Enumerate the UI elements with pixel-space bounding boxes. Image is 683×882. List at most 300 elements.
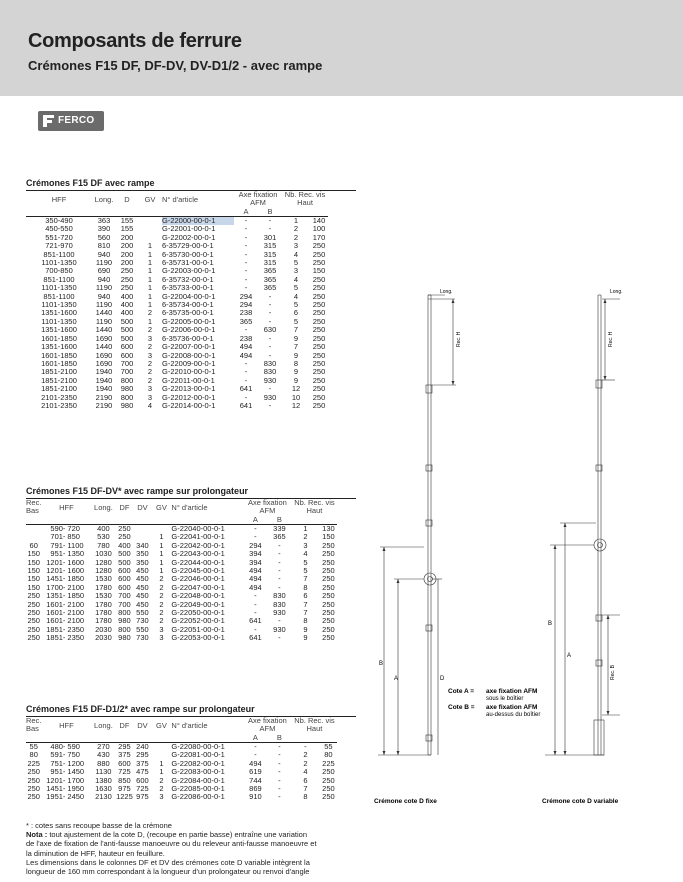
t1-row — [26, 225, 328, 233]
t2-cell: 3 — [159, 634, 164, 643]
t2-cell: 1 — [159, 558, 164, 567]
t2-cell: 450 — [136, 592, 149, 601]
t1-cell: 930 — [263, 376, 277, 385]
t1-cell: 1440 — [95, 326, 113, 335]
t2-cell: 6 — [303, 592, 308, 601]
t1-cell: 810 — [97, 242, 111, 251]
t1-cell: 1940 — [95, 385, 113, 394]
t1-cell: 980 — [120, 401, 134, 410]
t2-h-nb: Nb. Rec. vis Haut — [294, 499, 335, 515]
t1-cell: 3 — [147, 334, 153, 343]
t1-cell: 4 — [147, 401, 153, 410]
t2-cell: 1100 — [67, 541, 84, 550]
ferco-logo-icon — [42, 114, 55, 128]
label-a-right: A — [567, 653, 572, 659]
t2-cell: 800 — [118, 609, 131, 618]
t1-cell: 851-1100 — [43, 275, 75, 284]
t2-cell — [26, 525, 41, 534]
t3-row — [26, 793, 337, 801]
t2-cell: 450 — [136, 583, 149, 592]
t1-cell: 3 — [147, 393, 153, 402]
t1-cell: 1690 — [95, 359, 113, 368]
t1-cell: 700 — [120, 368, 134, 377]
t1-cell: 250 — [312, 376, 326, 385]
t1-cell: 2101-2350 — [41, 401, 77, 410]
t1-h-axe: Axe fixation AFM — [238, 191, 278, 207]
t3-cell: 250 — [322, 785, 335, 794]
t2-cell: 550 — [136, 625, 149, 634]
t3-cell: 1 — [159, 768, 164, 777]
t2-cell — [133, 533, 151, 541]
t2-cell: 530 — [97, 533, 110, 542]
t2-cell: 600 — [118, 567, 131, 576]
t1-cell: 1 — [147, 267, 153, 276]
t2-cell: 250 — [27, 634, 40, 643]
t1-cell: - — [244, 216, 248, 225]
t2-row — [26, 550, 337, 558]
t3-cell: 250 — [322, 793, 335, 802]
t1-cell: 1 — [147, 275, 153, 284]
label-long-right: Long. — [610, 289, 623, 295]
label-long-left: Long. — [440, 289, 453, 295]
t1-cell: 1851-2100 — [41, 376, 77, 385]
t1-cell: - — [268, 343, 272, 352]
t3-cell: G-22084-00-0-1 — [171, 776, 225, 785]
t1-cell: - — [268, 292, 272, 301]
t1-cell: 500 — [120, 317, 134, 326]
t2-cell: - — [278, 617, 281, 626]
t1-cell: G-22012-00-0-1 — [162, 393, 216, 402]
t1-cell: - — [244, 225, 248, 234]
t2-cell: 1 — [159, 533, 164, 542]
t2-cell: 730 — [136, 634, 149, 643]
t1-h-b: B — [258, 207, 282, 217]
t3-cell: - — [278, 759, 281, 768]
t2-cell: 1601- — [46, 600, 66, 609]
t1-cell: 800 — [120, 393, 134, 402]
note-line4: la diminution de HFF, hauteur en feuillure. — [26, 848, 165, 858]
t2-cell: 250 — [322, 625, 335, 634]
t3-cell: 2 — [159, 776, 164, 785]
t3-cell: 55 — [324, 742, 333, 751]
t2-row — [26, 592, 337, 600]
t1-cell: 4 — [293, 292, 299, 301]
t1-cell: - — [244, 267, 248, 276]
t2-h-axe: Axe fixation AFM — [248, 499, 287, 515]
t1-row — [26, 377, 328, 385]
t1-h-gv: GV — [144, 194, 156, 204]
t1-cell: 365 — [239, 317, 253, 326]
t3-cell: 975 — [118, 785, 131, 794]
t1-row — [26, 276, 328, 284]
t1-cell: 200 — [120, 242, 134, 251]
t1-cell: 250 — [312, 317, 326, 326]
t2-cell: 1780 — [95, 617, 112, 626]
t3-cell: 590 — [67, 742, 80, 751]
t1-cell: 294 — [239, 301, 253, 310]
t2-cell: 1280 — [95, 558, 112, 567]
t3-cell: 475 — [136, 768, 149, 777]
page-title: Composants de ferrure — [28, 30, 242, 52]
t1-cell: 1 — [293, 216, 299, 225]
t1-row — [26, 293, 328, 301]
t2-cell: 339 — [273, 524, 286, 533]
t1-cell: 851-1100 — [43, 250, 75, 259]
t3-cell: 270 — [97, 742, 110, 751]
t1-cell: 250 — [120, 284, 134, 293]
t3-cell: 80 — [29, 751, 38, 760]
t2-h-a: A — [243, 515, 267, 525]
t3-cell: 1225 — [116, 793, 133, 802]
t3-cell: 225 — [27, 759, 40, 768]
t1-row — [26, 251, 328, 259]
t1-cell: 200 — [120, 233, 134, 242]
t2-cell: - — [278, 634, 281, 643]
t1-cell: G-22003-00-0-1 — [162, 267, 216, 276]
t3-cell: 975 — [136, 793, 149, 802]
t3-cell: 591- — [50, 751, 66, 760]
t1-cell: 1 — [147, 259, 153, 268]
t3-cell — [151, 751, 171, 759]
t1-cell: 1190 — [95, 317, 113, 326]
t1-cell: 1190 — [95, 301, 113, 310]
t1-cell: 6-35730-00-0-1 — [162, 250, 214, 259]
t1-cell: 315 — [263, 259, 277, 268]
t1-cell: - — [268, 225, 272, 234]
t2-cell: 250 — [322, 592, 335, 601]
t2-cell: - — [254, 592, 257, 601]
t3-cell: 600 — [136, 776, 149, 785]
t2-h-rec: Rec. Bas — [26, 499, 42, 515]
t2-cell: 250 — [118, 533, 131, 542]
t2-cell: 1 — [159, 567, 164, 576]
t1-row — [26, 385, 328, 393]
t2-cell: 1600 — [67, 567, 85, 576]
t1-cell: 250 — [312, 393, 326, 402]
t2-cell: 980 — [118, 634, 131, 643]
t1-cell: G-22008-00-0-1 — [162, 351, 216, 360]
t1-h-d: D — [124, 194, 130, 204]
t1-cell: 551-720 — [45, 233, 73, 242]
t1-cell: 8 — [293, 359, 299, 368]
table1 — [26, 191, 328, 410]
t1-cell: - — [268, 385, 272, 394]
t2-cell: 150 — [27, 550, 40, 559]
cote-a-text1: axe fixation AFM — [486, 688, 538, 695]
t1-cell: 2190 — [95, 401, 113, 410]
t2-cell: 4 — [303, 550, 308, 559]
t1-cell: 600 — [120, 343, 134, 352]
t2-cell: 2 — [159, 617, 164, 626]
t1-cell: G-22011-00-0-1 — [162, 376, 215, 385]
t2-row — [26, 584, 337, 592]
t1-cell: - — [244, 233, 248, 242]
t1-row — [26, 394, 328, 402]
t2-cell: 2030 — [95, 634, 112, 643]
t2-cell: 60 — [29, 541, 38, 550]
ferco-logo — [38, 111, 104, 131]
t2-cell: - — [254, 609, 257, 618]
t2-cell: 250 — [27, 625, 40, 634]
t3-cell: 295 — [118, 742, 131, 751]
t2-cell: - — [254, 533, 257, 542]
t2-cell: 980 — [118, 617, 131, 626]
t2-cell: G-22042-00-0-1 — [171, 541, 225, 550]
t2-cell: 1600 — [67, 558, 85, 567]
t3-cell: 80 — [324, 751, 333, 760]
t1-row — [26, 335, 328, 343]
t1-cell: 250 — [312, 334, 326, 343]
t1-cell: 1 — [147, 284, 153, 293]
t2-cell: G-22051-00-0-1 — [171, 625, 225, 634]
t3-cell: - — [278, 793, 281, 802]
t1-cell: 1 — [147, 250, 153, 259]
note-line6: longueur de 160 mm correspondant à la longueur d'un prolongateur ou renvoi d'angle — [26, 867, 310, 877]
t3-cell: 750 — [67, 751, 80, 760]
t1-cell: G-22002-00-0-1 — [162, 233, 216, 242]
t1-row — [26, 301, 328, 309]
t3-cell: 1630 — [95, 785, 112, 794]
t2-cell: 951- — [50, 550, 66, 559]
t3-cell: - — [278, 776, 281, 785]
t1-cell: 6-35732-00-0-1 — [162, 275, 214, 284]
t2-cell: 2 — [159, 575, 164, 584]
t2-row — [26, 617, 337, 625]
t3-cell: 619 — [249, 768, 262, 777]
t3-h-long: Long. — [94, 720, 113, 730]
t1-cell: 1601-1850 — [41, 351, 77, 360]
t1-cell: G-22001-00-0-1 — [162, 225, 216, 234]
table3-section — [26, 704, 356, 802]
t3-cell: G-22081-00-0-1 — [171, 751, 225, 760]
t2-cell: 500 — [118, 550, 131, 559]
t3-h-df: DF — [119, 720, 130, 730]
t2-cell: 2 — [159, 583, 164, 592]
t2-cell: 494 — [249, 575, 262, 584]
t3-h-nb: Nb. Rec. vis Haut — [294, 717, 335, 733]
cote-b-text2: au-dessus du boîtier — [486, 712, 541, 718]
t3-h-gv: GV — [156, 720, 167, 730]
t3-cell: 869 — [249, 785, 262, 794]
t2-cell: 930 — [273, 625, 286, 634]
t2-h-b: B — [267, 515, 291, 525]
t2-cell: - — [254, 524, 257, 533]
t2-cell: - — [278, 558, 281, 567]
t1-cell: 6-35731-00-0-1 — [162, 259, 214, 268]
t2-cell: G-22048-00-0-1 — [171, 592, 225, 601]
t3-row — [26, 743, 337, 752]
t1-h-a: A — [234, 207, 258, 217]
t2-cell: 1350 — [67, 550, 85, 559]
t2-cell: G-22052-00-0-1 — [171, 617, 225, 626]
t1-cell: 1440 — [95, 343, 113, 352]
t2-cell: 250 — [27, 600, 40, 609]
t1-cell: 1101-1350 — [41, 284, 77, 293]
t2-cell: 8 — [303, 617, 308, 626]
t2-cell: 150 — [27, 575, 40, 584]
t3-cell: 250 — [322, 768, 335, 777]
t3-cell: 7 — [303, 785, 308, 794]
t2-row — [26, 601, 337, 609]
t3-cell: 250 — [27, 776, 40, 785]
t1-cell: G-22009-00-0-1 — [162, 359, 216, 368]
t3-cell: 295 — [136, 751, 149, 760]
t1-cell: 1940 — [95, 368, 113, 377]
t1-cell: 301 — [263, 233, 277, 242]
t1-row — [26, 284, 328, 292]
t1-cell: - — [244, 326, 248, 335]
t2-cell: 7 — [303, 600, 308, 609]
t1-cell: - — [268, 309, 272, 318]
t2-cell — [133, 525, 151, 534]
t3-cell: 375 — [136, 759, 149, 768]
t3-row — [26, 785, 337, 793]
t3-cell: - — [278, 742, 281, 751]
t3-cell: 2450 — [67, 793, 85, 802]
t2-cell: 250 — [118, 524, 131, 533]
t1-cell: 2 — [147, 359, 153, 368]
t1-cell: - — [244, 359, 248, 368]
t1-row — [26, 352, 328, 360]
cremone-drawing — [370, 285, 670, 815]
t1-cell: 940 — [97, 275, 111, 284]
t3-cell: 880 — [97, 759, 110, 768]
t3-cell: 3 — [159, 793, 164, 802]
t1-row — [26, 217, 328, 226]
t2-cell: 930 — [273, 609, 286, 618]
t3-cell: G-22082-00-0-1 — [171, 759, 225, 768]
t2-row — [26, 609, 337, 617]
t1-cell: 400 — [120, 301, 134, 310]
t2-cell: 150 — [322, 533, 335, 542]
t3-cell: 4 — [303, 768, 308, 777]
t1-cell: - — [268, 334, 272, 343]
t3-cell: G-22085-00-0-1 — [171, 785, 225, 794]
t1-cell: 250 — [312, 292, 326, 301]
t1-cell: 200 — [120, 259, 134, 268]
t2-cell: 250 — [27, 617, 40, 626]
note-line5: Les dimensions dans le colonnes DF et DV des crémones cote D variable intègrent la — [26, 857, 310, 867]
t2-cell: 9 — [303, 634, 308, 643]
t2-cell: 1601- — [46, 617, 66, 626]
caption-left: Crémone cote D fixe — [374, 798, 437, 805]
t1-cell: 390 — [97, 225, 111, 234]
t1-cell: - — [244, 393, 248, 402]
t3-cell: 1950 — [67, 785, 85, 794]
t1-cell: 1190 — [95, 259, 113, 268]
t1-cell: 3 — [147, 385, 153, 394]
t3-cell — [151, 743, 171, 752]
t1-cell: 363 — [97, 216, 111, 225]
t3-cell: 225 — [322, 759, 335, 768]
t1-cell: 3 — [293, 267, 299, 276]
t2-cell: 340 — [136, 541, 149, 550]
t1-cell: G-22014-00-0-1 — [162, 401, 216, 410]
note-line1: * : cotes sans recoupe basse de la crémone — [26, 821, 172, 830]
t2-cell: G-22041-00-0-1 — [171, 533, 225, 542]
t3-cell: 1450 — [67, 768, 85, 777]
t1-cell: 6-35729-00-0-1 — [162, 242, 214, 251]
t3-cell: 494 — [249, 759, 262, 768]
nota-label: Nota : — [26, 830, 48, 840]
t2-row — [26, 567, 337, 575]
t1-cell: 1601-1850 — [41, 359, 77, 368]
t1-cell: 1351-1600 — [41, 343, 77, 352]
table2-title: Crémones F15 DF-DV* avec rampe sur prolongateur — [26, 486, 356, 499]
t2-cell: 130 — [322, 524, 335, 533]
logo-text: FERCO — [58, 115, 95, 126]
t1-cell: 5 — [293, 301, 299, 310]
t1-row — [26, 309, 328, 317]
t1-cell: 250 — [312, 250, 326, 259]
t3-h-a: A — [243, 733, 267, 743]
t1-cell: 5 — [293, 317, 299, 326]
t3-cell: - — [254, 751, 257, 760]
t2-cell: 1201- — [46, 558, 66, 567]
t2-cell: - — [254, 600, 257, 609]
note-line3: de l'axe de fixation de l'anti-fausse manoeuvre ou du releveur anti-fausse manoeuvre et — [26, 839, 317, 849]
t1-row — [26, 360, 328, 368]
cote-b-text1: axe fixation AFM — [486, 704, 538, 711]
t1-h-nb: Nb. Rec. vis Haut — [284, 191, 326, 207]
t2-cell: - — [278, 567, 281, 576]
t1-cell: 9 — [293, 351, 299, 360]
t1-cell: 155 — [120, 216, 134, 225]
t3-cell: 1201- — [46, 776, 66, 785]
t2-cell: 780 — [97, 541, 110, 550]
t1-cell: 4 — [293, 250, 299, 259]
cote-b-label: Cote B = — [448, 704, 475, 711]
table3 — [26, 717, 337, 802]
t3-cell: 240 — [136, 742, 149, 751]
t1-cell: 250 — [120, 267, 134, 276]
t2-cell: 250 — [322, 634, 335, 643]
t1-cell: - — [244, 242, 248, 251]
t2-cell: 1 — [303, 524, 308, 533]
page-subtitle: Crémones F15 DF, DF-DV, DV-D1/2 - avec rampe — [28, 58, 323, 73]
t2-cell: - — [278, 541, 281, 550]
t1-cell: - — [244, 376, 248, 385]
t1-cell: 830 — [263, 368, 277, 377]
t2-cell: 394 — [249, 550, 262, 559]
t3-cell: - — [278, 751, 281, 760]
t2-cell: 1030 — [95, 550, 112, 559]
t1-cell: 6-35734-00-0-1 — [162, 301, 214, 310]
t2-cell: 791- — [50, 541, 66, 550]
table1-title: Crémones F15 DF avec rampe — [26, 178, 356, 191]
t2-cell: 2030 — [95, 625, 112, 634]
t2-cell: 394 — [249, 558, 262, 567]
t1-cell: 365 — [263, 267, 277, 276]
table1-section — [26, 178, 356, 410]
t1-cell: 9 — [293, 368, 299, 377]
t2-cell: 590- — [50, 524, 66, 533]
t1-h-long: Long. — [94, 194, 114, 204]
t2-h-dv: DV — [137, 502, 148, 512]
t2-cell: 365 — [273, 533, 286, 542]
t3-cell: 1700 — [67, 776, 85, 785]
t1-cell: 940 — [97, 292, 111, 301]
t2-cell: 830 — [273, 592, 286, 601]
t1-cell: 3 — [293, 242, 299, 251]
label-rec-h-right: Rec. H — [608, 331, 614, 347]
t2-cell: 1 — [159, 541, 164, 550]
t1-row — [26, 259, 328, 267]
t1-cell: 250 — [312, 343, 326, 352]
cote-a-label: Cote A = — [448, 688, 475, 695]
t2-cell: 450 — [136, 567, 149, 576]
t2-cell: - — [278, 583, 281, 592]
